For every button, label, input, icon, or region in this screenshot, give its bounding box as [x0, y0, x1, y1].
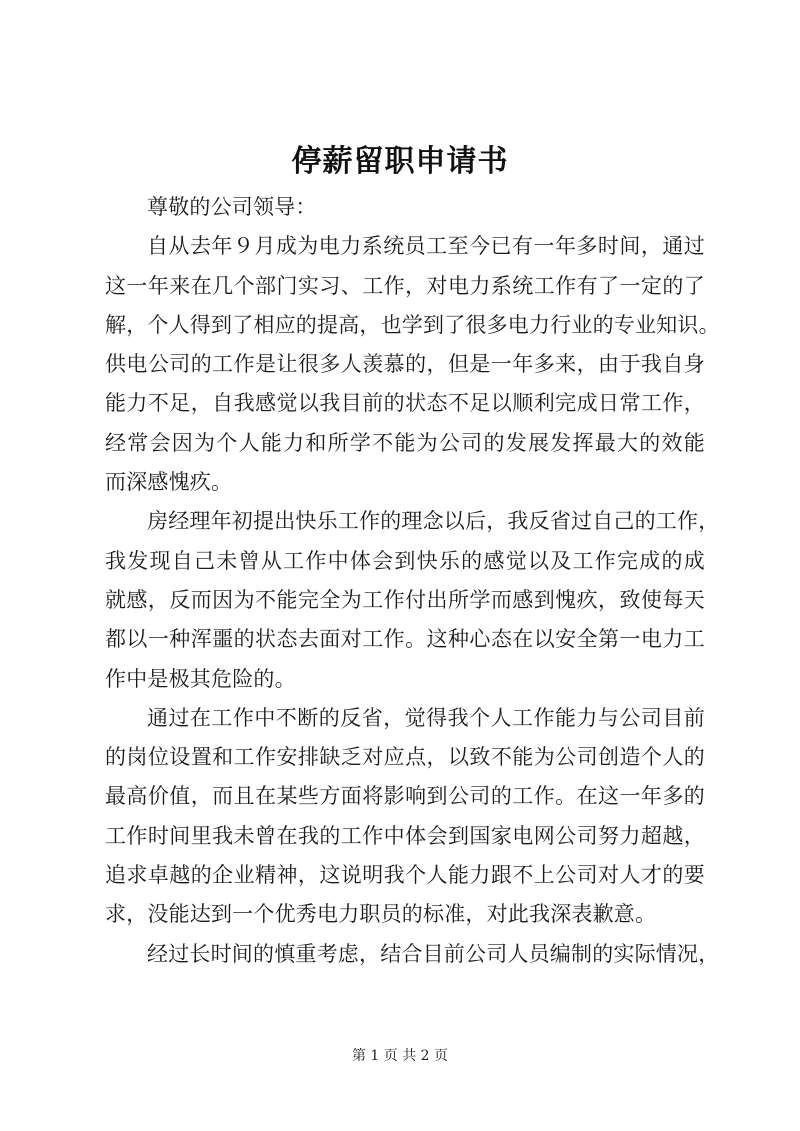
paragraph-line: 就感，反而因为不能完全为工作付出所学而感到愧疚，致使每天	[105, 587, 705, 612]
paragraph-line: 房经理年初提出快乐工作的理念以后，我反省过自己的工作，	[147, 509, 720, 534]
body-paragraph-3	[105, 699, 705, 935]
paragraph-line: 而深感愧疚。	[105, 470, 233, 495]
paragraph-line: 解，个人得到了相应的提高，也学到了很多电力行业的专业知识。	[105, 312, 720, 337]
paragraph-line: 自从去年９月成为电力系统员工至今已有一年多时间，通过	[147, 234, 705, 259]
paragraph-line: 能力不足，自我感觉以我目前的状态不足以顺利完成日常工作，	[105, 391, 705, 416]
paragraph-line: 追求卓越的企业精神，这说明我个人能力跟不上公司对人才的要	[105, 863, 705, 888]
salutation-paragraph	[105, 188, 705, 227]
paragraph-line: 经过长时间的慎重考虑，结合目前公司人员编制的实际情况，	[147, 941, 720, 966]
paragraph-line: 供电公司的工作是让很多人羡慕的，但是一年多来，由于我自身	[105, 352, 705, 377]
body-paragraph-2	[105, 502, 720, 698]
paragraph-line: 的岗位设置和工作安排缺乏对应点，以致不能为公司创造个人的	[105, 745, 705, 770]
paragraph-line: 这一年来在几个部门实习、工作，对电力系统工作有了一定的了	[105, 273, 705, 298]
body-paragraph-1	[105, 227, 720, 502]
paragraph-line: 工作时间里我未曾在我的工作中体会到国家电网公司努力超越，	[105, 823, 705, 848]
body-paragraph-4	[105, 935, 720, 974]
document-title: 停薪留职申请书	[291, 144, 509, 179]
paragraph-line: 求，没能达到一个优秀电力职员的标准，对此我深表歉意。	[105, 902, 657, 927]
paragraph-line: 最高价值，而且在某些方面将影响到公司的工作。在这一年多的	[105, 784, 705, 809]
page-number-footer: 第 1 页 共 2 页	[351, 1048, 449, 1064]
paragraph-line: 尊敬的公司领导：	[147, 195, 317, 219]
paragraph-line: 作中是极其危险的。	[105, 666, 296, 691]
paragraph-line: 都以一种浑噩的状态去面对工作。这种心态在以安全第一电力工	[105, 627, 705, 652]
paragraph-line: 我发现自己未曾从工作中体会到快乐的感觉以及工作完成的成	[105, 548, 705, 573]
document-body	[105, 188, 720, 974]
paragraph-line: 通过在工作中不断的反省，觉得我个人工作能力与公司目前	[147, 705, 705, 730]
paragraph-line: 经常会因为个人能力和所学不能为公司的发展发挥最大的效能	[105, 430, 705, 455]
